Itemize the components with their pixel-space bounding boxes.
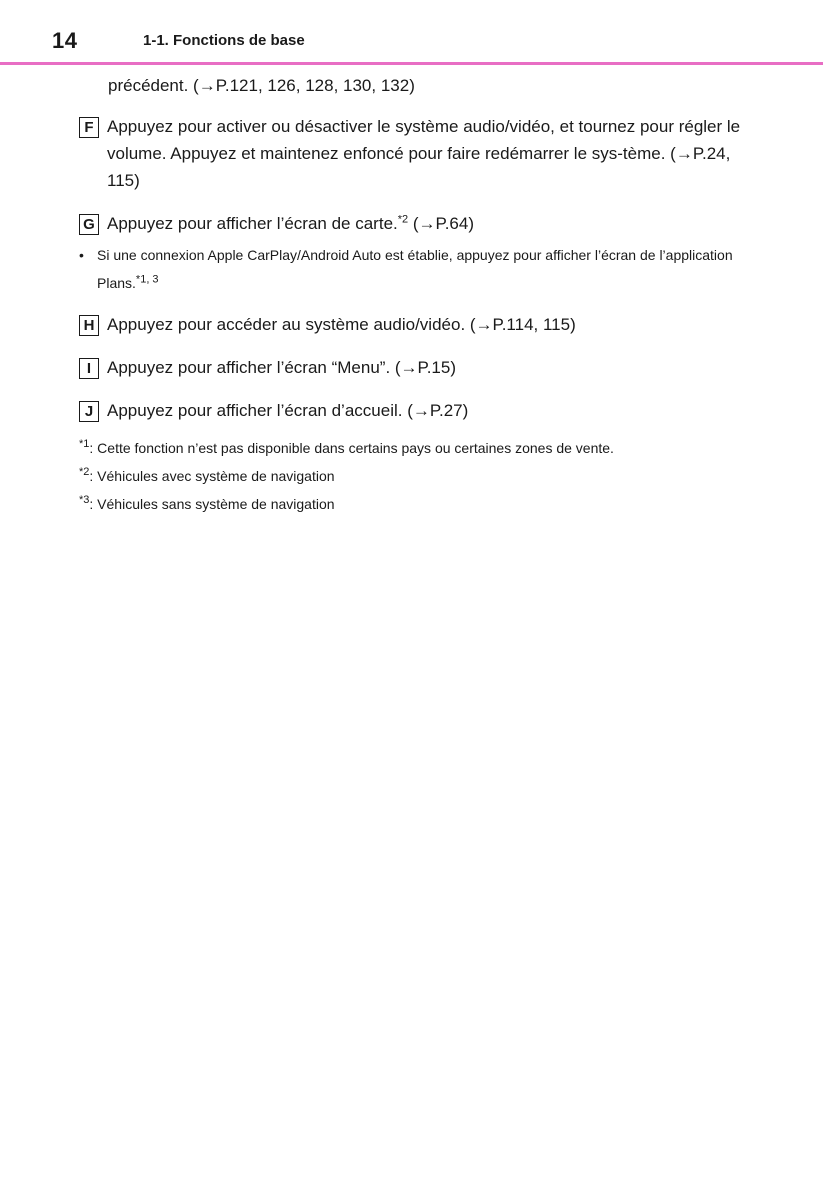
page-number: 14 <box>52 28 78 53</box>
section-title: 1-1. Fonctions de base <box>143 32 305 49</box>
key-label-f: F <box>79 117 99 138</box>
footnote-1-text: : Cette fonction n’est pas disponible dans certains pays ou certaines zones de vente. <box>89 440 614 456</box>
continuation-text: précédent. (→P.121, 126, 128, 130, 132) <box>108 76 415 95</box>
item-h-text: Appuyez pour accéder au système audio/vidéo. (→P.114, 115) <box>107 315 576 334</box>
item-j-text: Appuyez pour afficher l’écran d’accueil. (→P.27) <box>107 401 469 420</box>
key-label-i: I <box>79 358 99 379</box>
item-i <box>79 354 759 381</box>
bullet-main: Si une connexion Apple CarPlay/Android Auto est établie, appuyez pour afficher l’écran de l’application Plans. <box>97 247 733 291</box>
item-g-sup: *2 <box>397 213 409 226</box>
item-g-main: Appuyez pour afficher l’écran de carte. <box>107 214 398 233</box>
item-g <box>79 210 759 237</box>
bullet-mark: • <box>79 247 84 263</box>
footnote-3-text: : Véhicules sans système de navigation <box>89 496 335 512</box>
footnote-2-text: : Véhicules avec système de navigation <box>89 468 335 484</box>
item-f-text: Appuyez pour activer ou désactiver le système audio/vidéo, et tournez pour régler le volume. Appuyez et maintenez enfoncé pour faire redémarrer le sys-tème. (→P.24, 115) <box>107 117 741 190</box>
key-label-g: G <box>79 214 99 235</box>
bullet-note <box>79 241 759 297</box>
item-g-ref: (→P.64) <box>408 214 474 233</box>
page-header <box>0 0 823 70</box>
key-label-j: J <box>79 401 99 422</box>
item-h <box>79 311 759 338</box>
footnote-3: $^{*3}$: Véhicules sans système de navigation <box>79 494 335 512</box>
footnote-1: $^{*1}$: Cette fonction n’est pas disponible dans certains pays ou certaines zones de vente. <box>79 438 614 456</box>
item-f <box>79 113 759 194</box>
footnote-2: $^{*2}$: Véhicules avec système de navigation <box>79 466 335 484</box>
item-i-text: Appuyez pour afficher l’écran “Menu”. (→P.15) <box>107 358 456 377</box>
item-j <box>79 397 759 424</box>
item-g-text <box>107 210 759 237</box>
bullet-text <box>97 241 759 297</box>
key-label-h: H <box>79 315 99 336</box>
header-rule <box>0 62 823 65</box>
bullet-sup: *1, 3 <box>135 273 159 286</box>
page-body <box>79 72 759 518</box>
